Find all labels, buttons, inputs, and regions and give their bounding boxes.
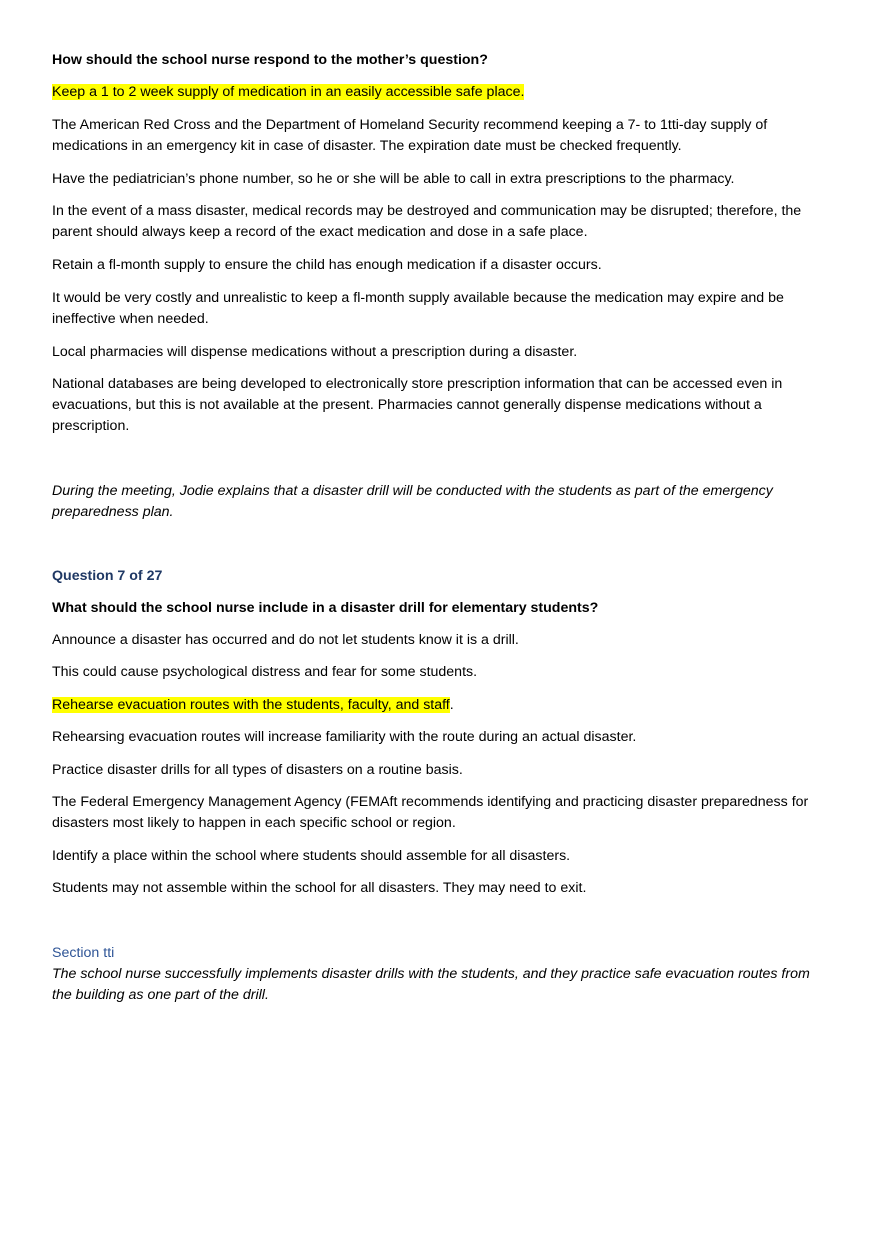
answer-option-correct — [52, 695, 832, 716]
scenario-text: During the meeting, Jodie explains that a disaster drill will be conducted with the students as part of the emergency preparedness plan. — [52, 483, 773, 520]
document-body — [52, 50, 832, 1006]
rationale-text: Rehearsing evacuation routes will increase familiarity with the route during an actual disaster. — [52, 729, 637, 745]
rationale-text: In the event of a mass disaster, medical records may be destroyed and communication may be disrupted; therefore, the parent should always keep a record of the exact medication and dose in a safe place. — [52, 203, 802, 240]
section-text: The school nurse successfully implements disaster drills with the students, and they practice safe evacuation routes from the building as one part of the drill. — [52, 966, 810, 1003]
answer-option: Announce a disaster has occurred and do not let students know it is a drill. — [52, 632, 519, 648]
rationale-text: Students may not assemble within the school for all disasters. They may need to exit. — [52, 880, 587, 896]
rationale-text: National databases are being developed to electronically store prescription information that can be accessed even in evacuations, but this is not available at the present. Pharmacies cannot generally dispense medications without a prescription. — [52, 376, 783, 434]
highlighted-answer: Keep a 1 to 2 week supply of medication in an easily accessible safe place. — [52, 84, 525, 100]
section-label: Section tti — [52, 945, 115, 961]
rationale-text: This could cause psychological distress and fear for some students. — [52, 664, 478, 680]
question-number: Question 7 of 27 — [52, 568, 163, 584]
question-prompt-drill: What should the school nurse include in a disaster drill for elementary students? — [52, 600, 599, 616]
answer-option-correct — [52, 82, 832, 103]
question-prompt-medication: How should the school nurse respond to the mother’s question? — [52, 52, 488, 68]
punctuation: . — [449, 697, 454, 713]
answer-option: Practice disaster drills for all types of disasters on a routine basis. — [52, 762, 463, 778]
answer-option: Have the pediatrician’s phone number, so he or she will be able to call in extra prescriptions to the pharmacy. — [52, 171, 735, 187]
highlighted-answer: Rehearse evacuation routes with the students, faculty, and staff — [52, 697, 450, 713]
answer-option: Identify a place within the school where students should assemble for all disasters. — [52, 848, 571, 864]
rationale-text: The American Red Cross and the Department of Homeland Security recommend keeping a 7- to 1tti-day supply of medications in an emergency kit in case of disaster. The expiration date must be checked frequently. — [52, 117, 768, 154]
answer-option: Local pharmacies will dispense medications without a prescription during a disaster. — [52, 344, 578, 360]
answer-option: Retain a fl-month supply to ensure the child has enough medication if a disaster occurs. — [52, 257, 602, 273]
rationale-text: It would be very costly and unrealistic to keep a fl-month supply available because the medication may expire and be ineffective when needed. — [52, 290, 784, 327]
rationale-text: The Federal Emergency Management Agency (FEMAft recommends identifying and practicing disaster preparedness for disasters most likely to happen in each specific school or region. — [52, 794, 809, 831]
